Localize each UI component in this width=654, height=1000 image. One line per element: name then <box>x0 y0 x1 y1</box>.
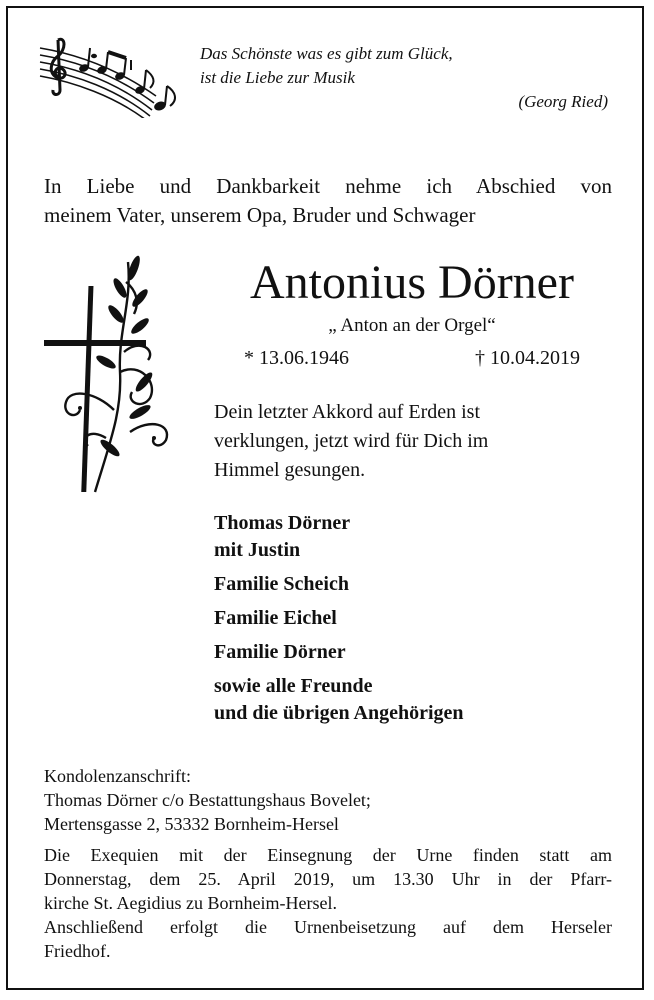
address-line-1: Thomas Dörner c/o Bestattungshaus Bovelet; <box>44 790 371 810</box>
memorial-verse <box>214 398 594 485</box>
ceremony-line-2: Donnerstag, dem 25. April 2019, um 13.30 Uhr in der Pfarr- <box>44 869 612 889</box>
mourners-list <box>214 510 614 734</box>
ceremony-line-1: Die Exequien mit der Einsegnung der Urne finden statt am <box>44 845 612 865</box>
mourner-line: Familie Eichel <box>214 607 337 629</box>
quote-line-1: Das Schönste was es gibt zum Glück, <box>200 44 453 63</box>
address-label: Kondolenzanschrift: <box>44 766 191 786</box>
mourner-line: mit Justin <box>214 539 301 561</box>
intro-text <box>44 172 612 230</box>
mourner-line: und die übrigen Angehörigen <box>214 702 464 724</box>
mourner-entry <box>214 605 614 632</box>
deceased-nickname: „ Anton an der Orgel“ <box>328 315 496 336</box>
intro-line-2: meinem Vater, unserem Opa, Bruder und Schwager <box>44 203 476 227</box>
mourner-entry <box>214 639 614 666</box>
cross-icon <box>40 242 200 497</box>
ceremony-line-3: kirche St. Aegidius zu Bornheim-Hersel. <box>44 893 337 913</box>
mourner-entry <box>214 571 614 598</box>
verse-line-2: verklungen, jetzt wird für Dich im <box>214 430 489 452</box>
address-line-2: Mertensgasse 2, 53332 Bornheim-Hersel <box>44 814 339 834</box>
mourner-entry <box>214 673 614 727</box>
mourner-line: sowie alle Freunde <box>214 675 373 697</box>
intro-line-1: In Liebe und Dankbarkeit nehme ich Abschied von <box>44 174 612 198</box>
mourner-line: Familie Scheich <box>214 573 349 595</box>
birth-date: * 13.06.1946 <box>244 347 349 369</box>
mourner-line: Thomas Dörner <box>214 512 351 534</box>
condolence-address <box>44 764 612 836</box>
quote-line-2: ist die Liebe zur Musik <box>200 68 355 87</box>
verse-line-1: Dein letzter Akkord auf Erden ist <box>214 401 481 423</box>
deceased-name: Antonius Dörner <box>250 256 574 309</box>
quote-author: (Georg Ried) <box>518 92 608 111</box>
mourner-line: Familie Dörner <box>214 641 346 663</box>
ceremony-line-4: Anschließend erfolgt die Urnenbeisetzung auf dem Herseler <box>44 917 612 937</box>
death-date: † 10.04.2019 <box>475 347 580 369</box>
ceremony-details <box>44 843 612 963</box>
ceremony-line-5: Friedhof. <box>44 941 111 961</box>
mourner-entry <box>214 510 614 564</box>
opening-quote <box>200 42 608 114</box>
verse-line-3: Himmel gesungen. <box>214 459 366 481</box>
music-notes-icon <box>36 34 182 118</box>
